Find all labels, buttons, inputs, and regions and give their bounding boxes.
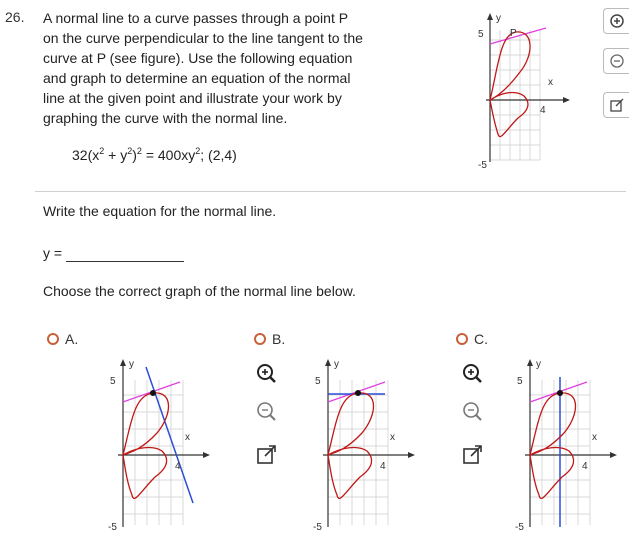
- svg-text:y: y: [334, 359, 339, 370]
- svg-text:5: 5: [315, 376, 321, 387]
- external-link-icon: [609, 97, 625, 113]
- svg-text:-5: -5: [108, 522, 117, 533]
- graph-prompt: Choose the correct graph of the normal line below.: [43, 283, 356, 299]
- answer-label: y =: [43, 245, 63, 261]
- external-link-icon[interactable]: [462, 444, 484, 466]
- question-number: 26.: [5, 9, 25, 25]
- five-label: 5: [478, 29, 484, 40]
- y-label: y: [496, 13, 501, 24]
- svg-text:x: x: [185, 432, 190, 443]
- graph-c: [515, 355, 620, 533]
- svg-text:5: 5: [517, 376, 523, 387]
- svg-text:4: 4: [380, 461, 386, 472]
- svg-text:y: y: [129, 359, 134, 370]
- radio-a[interactable]: [47, 333, 59, 345]
- svg-text:y: y: [536, 359, 541, 370]
- question-line: curve at P (see figure). Use the following equation: [43, 50, 353, 66]
- zoom-in-icon[interactable]: [461, 362, 483, 384]
- reference-graph: [478, 10, 573, 171]
- neg-five-label: -5: [478, 160, 487, 171]
- answer-row: [43, 245, 184, 262]
- question-text: [43, 8, 423, 128]
- y-axis-arrow: [487, 13, 493, 20]
- svg-text:x: x: [592, 432, 597, 443]
- svg-text:5: 5: [110, 376, 116, 387]
- point-p: [150, 390, 156, 396]
- point-label: P: [510, 28, 517, 39]
- option-b[interactable]: B.: [254, 331, 285, 347]
- radio-b[interactable]: [254, 333, 266, 345]
- divider: [35, 191, 626, 192]
- external-link-icon[interactable]: [256, 444, 278, 466]
- svg-text:4: 4: [175, 461, 181, 472]
- zoom-out-icon: [609, 53, 625, 69]
- four-label: 4: [540, 105, 546, 116]
- zoom-in-tab[interactable]: [603, 8, 629, 34]
- question-line: on the curve perpendicular to the line tangent to the: [43, 30, 363, 46]
- x-label: x: [548, 77, 553, 88]
- svg-text:x: x: [390, 432, 395, 443]
- question-line: and graph to determine an equation of the normal: [43, 70, 351, 86]
- radio-c[interactable]: [456, 333, 468, 345]
- external-link-tab[interactable]: [603, 92, 629, 118]
- point-p: [355, 390, 361, 396]
- equation: $32(x^2 + y^2)^2 = 400xy^2$; (2,4): [72, 146, 237, 163]
- x-axis-arrow: [563, 97, 570, 103]
- question-line: graphing the curve with the normal line.: [43, 110, 288, 126]
- graph-b: [313, 355, 418, 533]
- zoom-out-icon[interactable]: [461, 400, 483, 422]
- zoom-in-icon[interactable]: [255, 362, 277, 384]
- zoom-out-icon[interactable]: [255, 400, 277, 422]
- option-a[interactable]: A.: [47, 331, 78, 347]
- normal-line-prompt: Write the equation for the normal line.: [43, 203, 277, 219]
- svg-text:-5: -5: [515, 522, 524, 533]
- zoom-in-icon: [609, 13, 625, 29]
- tangent-line: [490, 28, 546, 44]
- graph-a: [108, 355, 213, 533]
- zoom-out-tab[interactable]: [603, 48, 629, 74]
- question-line: line at the given point and illustrate your work by: [43, 90, 342, 106]
- svg-text:-5: -5: [313, 522, 322, 533]
- svg-text:4: 4: [582, 461, 588, 472]
- option-c[interactable]: C.: [456, 331, 488, 347]
- point-p: [557, 390, 563, 396]
- answer-input[interactable]: [66, 247, 184, 262]
- question-line: A normal line to a curve passes through a point P: [43, 10, 349, 26]
